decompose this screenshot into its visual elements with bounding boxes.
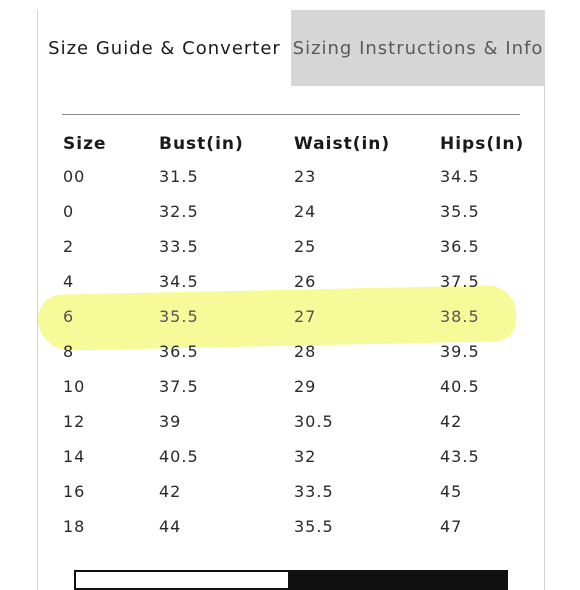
cell-size: 6	[63, 307, 75, 326]
column-header-hips: Hips(In)	[440, 134, 525, 154]
cell-size: 00	[63, 167, 86, 186]
cell-size: 18	[63, 517, 86, 536]
divider	[62, 114, 520, 115]
cell-size: 0	[63, 202, 75, 221]
cell-size: 4	[63, 272, 75, 291]
cell-bust: 37.5	[159, 377, 199, 396]
table-header-row	[0, 127, 580, 162]
primary-button[interactable]	[290, 570, 508, 590]
cell-hips: 38.5	[440, 307, 480, 326]
cell-waist: 26	[294, 272, 317, 291]
tab-label: Sizing Instructions & Info	[292, 37, 544, 59]
cell-hips: 37.5	[440, 272, 480, 291]
cell-hips: 39.5	[440, 342, 480, 361]
cell-waist: 29	[294, 377, 317, 396]
cell-waist: 23	[294, 167, 317, 186]
cell-bust: 39	[159, 412, 182, 431]
cell-bust: 40.5	[159, 447, 199, 466]
cell-waist: 35.5	[294, 517, 334, 536]
cell-hips: 36.5	[440, 237, 480, 256]
cell-size: 14	[63, 447, 86, 466]
table-row	[0, 334, 580, 369]
table-row	[0, 229, 580, 264]
table-row	[0, 194, 580, 229]
cell-size: 2	[63, 237, 75, 256]
tab-label: Size Guide & Converter	[48, 37, 281, 59]
cell-waist: 33.5	[294, 482, 334, 501]
table-row	[0, 264, 580, 299]
secondary-button[interactable]	[74, 570, 290, 590]
cell-hips: 40.5	[440, 377, 480, 396]
column-header-bust: Bust(in)	[159, 134, 244, 154]
cell-bust: 36.5	[159, 342, 199, 361]
cell-size: 10	[63, 377, 86, 396]
column-header-waist: Waist(in)	[294, 134, 391, 154]
tab-size-guide-converter[interactable]	[38, 10, 291, 86]
column-header-size: Size	[63, 134, 107, 154]
cell-bust: 34.5	[159, 272, 199, 291]
cell-bust: 32.5	[159, 202, 199, 221]
cell-bust: 31.5	[159, 167, 199, 186]
cell-hips: 43.5	[440, 447, 480, 466]
table-row	[0, 509, 580, 544]
cell-hips: 42	[440, 412, 463, 431]
cell-bust: 42	[159, 482, 182, 501]
table-row	[0, 404, 580, 439]
table-row	[0, 299, 580, 334]
cell-bust: 44	[159, 517, 182, 536]
cell-hips: 35.5	[440, 202, 480, 221]
cell-size: 8	[63, 342, 75, 361]
cell-waist: 32	[294, 447, 317, 466]
cell-waist: 28	[294, 342, 317, 361]
cell-hips: 47	[440, 517, 463, 536]
table-row	[0, 369, 580, 404]
cell-hips: 34.5	[440, 167, 480, 186]
table-row	[0, 474, 580, 509]
cell-size: 12	[63, 412, 86, 431]
cell-size: 16	[63, 482, 86, 501]
table-row	[0, 159, 580, 194]
cell-waist: 30.5	[294, 412, 334, 431]
tab-sizing-instructions-info[interactable]	[291, 10, 545, 86]
cell-waist: 25	[294, 237, 317, 256]
cell-bust: 33.5	[159, 237, 199, 256]
cell-bust: 35.5	[159, 307, 199, 326]
cell-waist: 27	[294, 307, 317, 326]
cell-waist: 24	[294, 202, 317, 221]
table-row	[0, 439, 580, 474]
cell-hips: 45	[440, 482, 463, 501]
